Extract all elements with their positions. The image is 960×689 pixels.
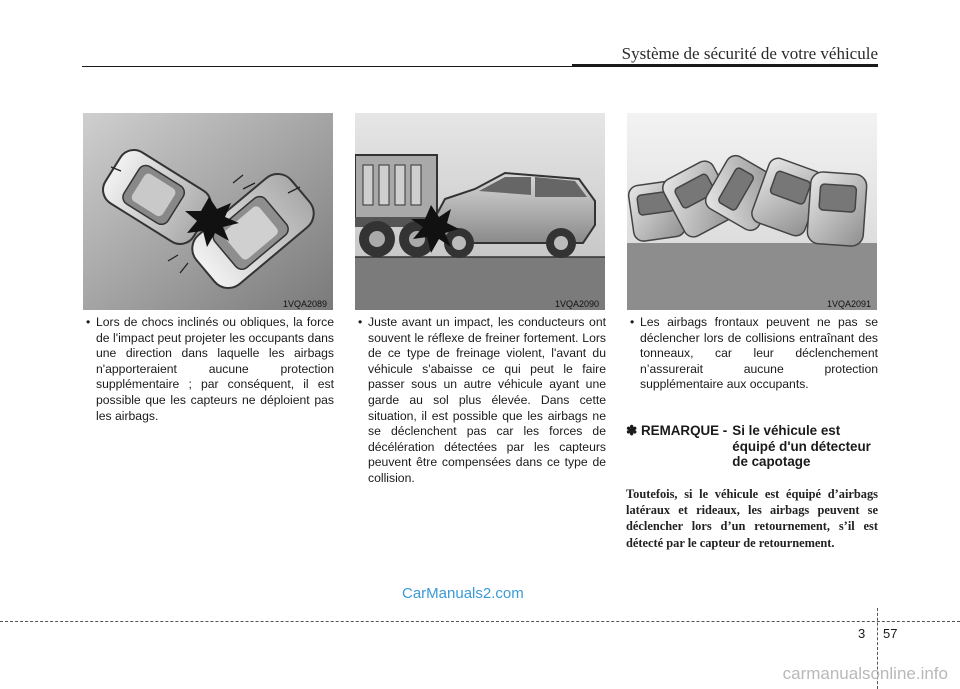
figure-code: 1VQA2091: [826, 299, 871, 309]
paragraph-text: Les airbags frontaux peuvent ne pas se déclencher lors de collisions entraînant des tonneaux, car leur déclenchement n’assurerait aucune protection supplémentaire aux occupants.: [640, 315, 878, 392]
note-label: [626, 423, 727, 439]
angled-collision-illustration-icon: [83, 113, 333, 310]
header-rule-thick: [572, 64, 878, 67]
paragraph-oblique-impact: [82, 315, 334, 424]
note-heading: [626, 423, 886, 470]
figure-underride-collision: [355, 113, 605, 310]
rollover-sequence-illustration-icon: [627, 113, 877, 310]
bullet: •: [630, 315, 635, 329]
header-title: Système de sécurité de votre véhicule: [621, 44, 878, 63]
watermark-link[interactable]: CarManuals2.com: [402, 585, 524, 602]
header-rule-thin: [82, 66, 574, 67]
note-label-text: REMARQUE -: [640, 423, 728, 438]
note-subtitle: Si le véhicule est équipé d'un détecteur de capotage: [732, 423, 871, 469]
note-body: Toutefois, si le véhicule est équipé d’airbags latéraux et rideaux, les airbags peuvent se déclencher lors d’un retournement, s’il est détecté par le capteur de retournement.: [626, 487, 878, 550]
paragraph-rollover: [626, 315, 878, 393]
underride-truck-collision-illustration-icon: [355, 113, 605, 310]
note-symbol-icon: ✽: [626, 423, 638, 438]
page-number: 57: [883, 626, 898, 641]
chapter-number: 3: [858, 626, 866, 641]
figure-angled-collision: [83, 113, 333, 310]
figure-rollover: [627, 113, 877, 310]
figure-code: 1VQA2089: [282, 299, 327, 309]
bullet: •: [358, 315, 363, 329]
paragraph-underride: [354, 315, 606, 487]
paragraph-text: Juste avant un impact, les conducteurs ont souvent le réflexe de freiner fortement. Lors de ce type de freinage violent, l'avant du véhicule s'abaisse ce qui peut le faire passer sous un autre véhicule ayant une garde au sol plus élevée. Dans cette situation, il est possible que les airbags ne se déclenchent pas car les forces de décélération détectées par les capteurs peuvent être compensées dans ce type de collision.: [368, 315, 606, 485]
paragraph-text: Lors de chocs inclinés ou obliques, la force de l'impact peut projeter les occupants dans une direction dans laquelle les airbags n'apporteraient aucune protection supplémentaire ; par conséquent, il est possible que les capteurs ne déploient pas les airbags.: [96, 315, 334, 423]
bullet: •: [86, 315, 91, 329]
footer-site-link[interactable]: carmanualsonline.info: [782, 664, 948, 683]
figure-code: 1VQA2090: [554, 299, 599, 309]
footer-divider: [0, 621, 960, 622]
